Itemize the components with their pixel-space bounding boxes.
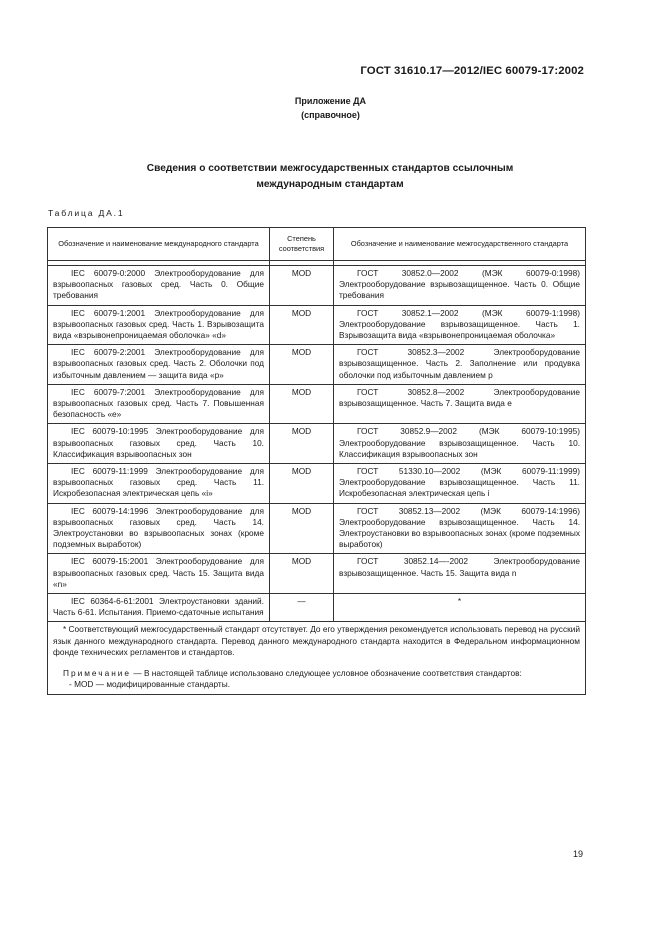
table-row — [48, 424, 586, 464]
correspondence-table — [47, 227, 586, 695]
table-header-row — [48, 228, 586, 261]
header-interstate-standard: Обозначение и наименование межгосударственного стандарта — [334, 228, 586, 261]
cell-degree: MOD — [270, 464, 334, 504]
cell-international: IEC 60079-15:2001 Электрооборудование для взрывоопасных газовых сред. Часть 15. Защита вида «n» — [48, 554, 270, 594]
section-title — [80, 161, 580, 193]
table-row — [48, 266, 586, 306]
cell-interstate: ГОСТ 30852.9—2002 (МЭК 60079-10:1995) Электрооборудование взрывозащищенное. Часть 10. Классификация взрывоопасных зон — [334, 424, 586, 464]
cell-international: IEC 60079-0:2000 Электрооборудование для взрывоопасных газовых сред. Часть 0. Общие требования — [48, 266, 270, 306]
table-footer-row — [48, 622, 586, 694]
annex-title: Приложение ДА — [294, 96, 367, 106]
cell-international: IEC 60079-2:2001 Электрооборудование для взрывоопасных газовых сред. Часть 2. Оболочки под избыточным давлением — защита вида «р» — [48, 345, 270, 385]
cell-degree: MOD — [270, 266, 334, 306]
footnote-text: * Соответствующий межгосударственный стандарт отсутствует. До его утверждения рекомендуется использовать перевод на русский язык данного международного стандарта. Перевод данного международного стандарта находится в Федеральном информационном фонде технических регламентов и стандартов. — [53, 624, 580, 657]
table-row — [48, 384, 586, 424]
table-row — [48, 345, 586, 385]
table-row — [48, 503, 586, 554]
table-footnote-cell — [48, 622, 586, 694]
page-number: 19 — [573, 849, 584, 859]
cell-degree: — — [270, 594, 334, 622]
table-row — [48, 594, 586, 622]
document-header-code: ГОСТ 31610.17—2012/IEC 60079-17:2002 — [360, 65, 584, 77]
cell-international: IEC 60079-10:1995 Электрооборудование для взрывоопасных газовых сред. Часть 10. Классификация взрывоопасных зон — [48, 424, 270, 464]
cell-international: IEC 60079-1:2001 Электрооборудование для взрывоопасных газовых сред. Часть 1. Взрывозащита вида «взрывонепроницаемая оболочка» «d» — [48, 305, 270, 345]
table-row — [48, 464, 586, 504]
section-title-line-2: международным стандартам — [256, 179, 404, 190]
section-title-line-1: Сведения о соответствии межгосударственных стандартов ссылочным — [146, 163, 514, 174]
cell-interstate: ГОСТ 30852.3—2002 Электрооборудование взрывозащищенное. Часть 2. Заполнение или продувка оболочки под избыточным давлением р — [334, 345, 586, 385]
cell-degree: MOD — [270, 424, 334, 464]
header-degree-of-correspondence: Степень соответствия — [270, 228, 334, 261]
cell-interstate: ГОСТ 30852.1—2002 (МЭК 60079-1:1998) Электрооборудование взрывозащищенное. Часть 1. Взрывозащита вида «взрывонепроницаемая оболочка» — [334, 305, 586, 345]
annex-heading — [0, 94, 661, 122]
cell-international: IEC 60079-7:2001 Электрооборудование для взрывоопасных газовых сред. Часть 7. Повышенная безопасность «е» — [48, 384, 270, 424]
annex-type: (справочное) — [301, 110, 360, 120]
table-label: Таблица ДА.1 — [48, 208, 125, 218]
cell-interstate: ГОСТ 51330.10—2002 (МЭК 60079-11:1999) Электрооборудование взрывозащищенное. Часть 11. Искробезопасная электрическая цепь i — [334, 464, 586, 504]
cell-interstate: ГОСТ 30852.13—2002 (МЭК 60079-14:1996) Электрооборудование взрывозащищенное. Часть 14. Электроустановки во взрывоопасных зонах (кроме подземных выработок) — [334, 503, 586, 554]
cell-interstate: ГОСТ 30852.8—2002 Электрооборудование взрывозащищенное. Часть 7. Защита вида е — [334, 384, 586, 424]
table-row — [48, 305, 586, 345]
cell-degree: MOD — [270, 503, 334, 554]
cell-degree: MOD — [270, 384, 334, 424]
note-item: - MOD — модифицированные стандарты. — [69, 679, 231, 690]
cell-interstate: ГОСТ 30852.14—-2002 Электрооборудование взрывозащищенное. Часть 15. Защита вида n — [334, 554, 586, 594]
header-international-standard: Обозначение и наименование международного стандарта — [48, 228, 270, 261]
cell-international: IEC 60079-14:1996 Электрооборудование для взрывоопасных газовых сред. Часть 14. Электроустановки во взрывоопасных зонах (кроме подземных выработок) — [48, 503, 270, 554]
cell-degree: MOD — [270, 305, 334, 345]
cell-degree: MOD — [270, 554, 334, 594]
cell-interstate: * — [334, 594, 586, 622]
cell-interstate: ГОСТ 30852.0—2002 (МЭК 60079-0:1998) Электрооборудование взрывозащищенное. Часть 0. Общие требования — [334, 266, 586, 306]
table-row — [48, 554, 586, 594]
note-label: Примечание — [63, 668, 132, 679]
note-text: Примечание — В настоящей таблице использовано следующее условное обозначение соответствия стандартов: — [63, 668, 522, 679]
cell-international: IEC 60079-11:1999 Электрооборудование для взрывоопасных газовых сред. Часть 11. Искробезопасная электрическая цепь «i» — [48, 464, 270, 504]
cell-international: IEC 60364-6-61:2001 Электроустановки зданий. Часть 6-61. Испытания. Приемо-сдаточные испытания — [48, 594, 270, 622]
cell-degree: MOD — [270, 345, 334, 385]
